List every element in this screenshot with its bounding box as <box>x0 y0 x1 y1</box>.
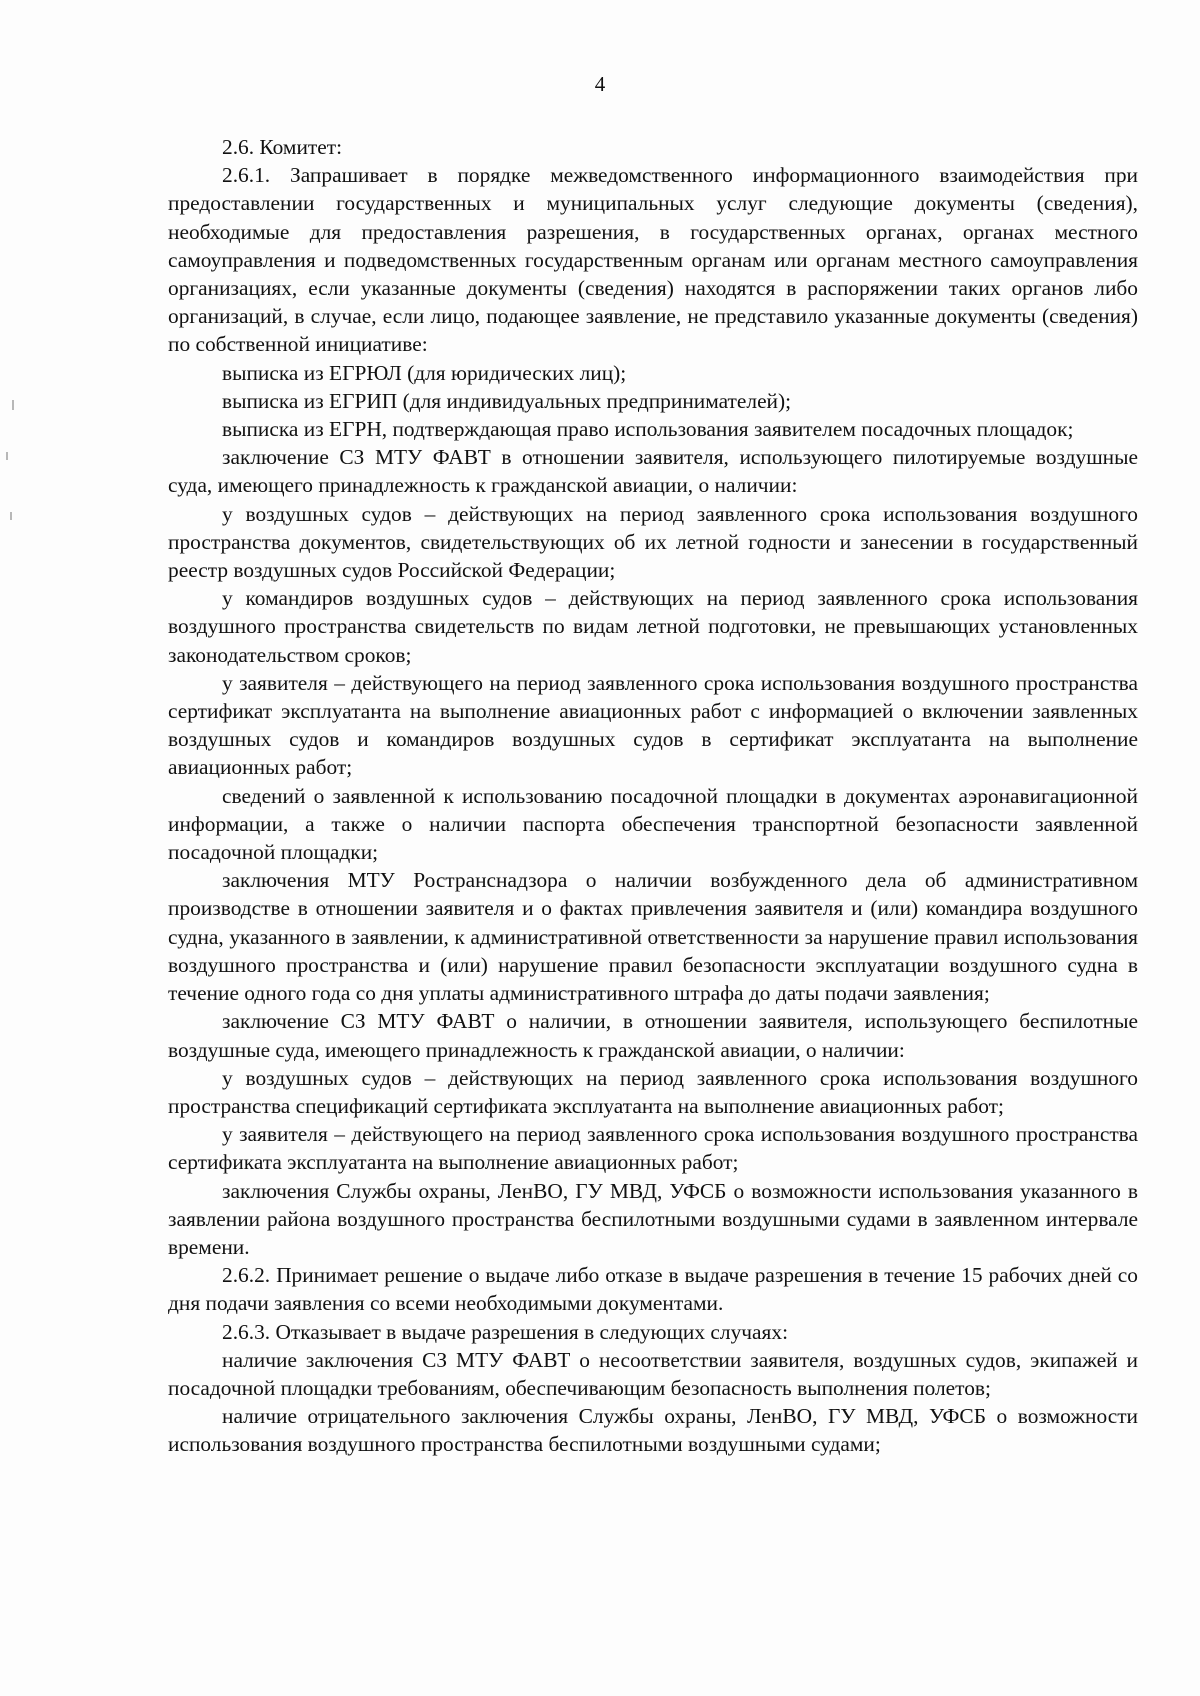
page-number: 4 <box>594 72 606 96</box>
list-item: заключения Службы охраны, ЛенВО, ГУ МВД, УФСБ о возможности использования указанного в заявлении района воздушного пространства беспилотными воздушными судами в заявленном интервале времени. <box>168 1178 1138 1259</box>
list-item: у заявителя – действующего на период заявленного срока использования воздушного пространства сертификата эксплуатанта на выполнение авиационных работ; <box>168 1122 1138 1175</box>
section-heading: 2.6. Комитет: <box>222 135 343 159</box>
scan-artifact <box>10 512 12 520</box>
list-item: выписка из ЕГРН, подтверждающая право использования заявителем посадочных площадок; <box>222 417 1074 442</box>
list-item: у воздушных судов – действующих на период заявленного срока использования воздушного пространства спецификаций сертификата эксплуатанта на выполнение авиационных работ; <box>168 1065 1138 1118</box>
list-item: у командиров воздушных судов – действующих на период заявленного срока использования воздушного пространства свидетельств по видам летной подготовки, не превышающих установленных законодательством сроков; <box>168 586 1138 667</box>
paragraph: 2.6.3. Отказывает в выдаче разрешения в следующих случаях: <box>222 1319 789 1344</box>
list-item: выписка из ЕГРЮЛ (для юридических лиц); <box>222 360 627 385</box>
list-item: заключение СЗ МТУ ФАВТ о наличии, в отношении заявителя, использующего беспилотные воздушные суда, имеющего принадлежность к гражданской авиации, о наличии: <box>168 1009 1138 1062</box>
list-item: наличие заключения СЗ МТУ ФАВТ о несоответствии заявителя, воздушных судов, экипажей и посадочной площадки требованиям, обеспечивающим безопасность выполнения полетов; <box>168 1347 1138 1400</box>
list-item: у воздушных судов – действующих на период заявленного срока использования воздушного пространства документов, свидетельствующих об их летной годности и занесении в государственный реестр воздушных судов Российской Федерации; <box>168 501 1138 583</box>
list-item: наличие отрицательного заключения Службы охраны, ЛенВО, ГУ МВД, УФСБ о возможности использования воздушного пространства беспилотными воздушными судами; <box>168 1404 1138 1457</box>
document-body <box>168 133 1138 1459</box>
list-item: заключение СЗ МТУ ФАВТ в отношении заявителя, использующего пилотируемые воздушные суда, имеющего принадлежность к гражданской авиации, о наличии: <box>168 445 1138 498</box>
scan-artifact <box>6 452 8 460</box>
list-item: сведений о заявленной к использованию посадочной площадки в документах аэронавигационной информации, а также о наличии паспорта обеспечения транспортной безопасности заявленной посадочной площадки; <box>168 783 1138 865</box>
paragraph: 2.6.2. Принимает решение о выдаче либо отказе в выдаче разрешения в течение 15 рабочих дней со дня подачи заявления со всеми необходимыми документами. <box>168 1263 1138 1316</box>
paragraph: 2.6.1. Запрашивает в порядке межведомственного информационного взаимодействия при предоставлении государственных и муниципальных услуг следующие документы (сведения), необходимые для предоставления разрешения, в государственных органах, органах местного самоуправления и подведомственных государственным органам или органам местного самоуправления организациях, если указанные документы (сведения) находятся в распоряжении таких органов либо организаций, в случае, если лицо, подающее заявление, не представило указанные документы (сведения) по собственной инициативе: <box>168 163 1138 357</box>
list-item: выписка из ЕГРИП (для индивидуальных предпринимателей); <box>222 388 792 413</box>
scan-artifact <box>12 400 14 410</box>
list-item: у заявителя – действующего на период заявленного срока использования воздушного пространства сертификат эксплуатанта на выполнение авиационных работ с информацией о включении заявленных воздушных судов и командиров воздушных судов в сертификат эксплуатанта на выполнение авиационных работ; <box>168 670 1138 780</box>
list-item: заключения МТУ Ространснадзора о наличии возбужденного дела об административном производстве в отношении заявителя и о фактах привлечения заявителя и (или) командира воздушного судна, указанного в заявлении, к административной ответственности за нарушение правил использования воздушного пространства и (или) нарушение правил безопасности эксплуатации воздушного судна в течение одного года со дня уплаты административного штрафа до даты подачи заявления; <box>168 868 1138 1006</box>
